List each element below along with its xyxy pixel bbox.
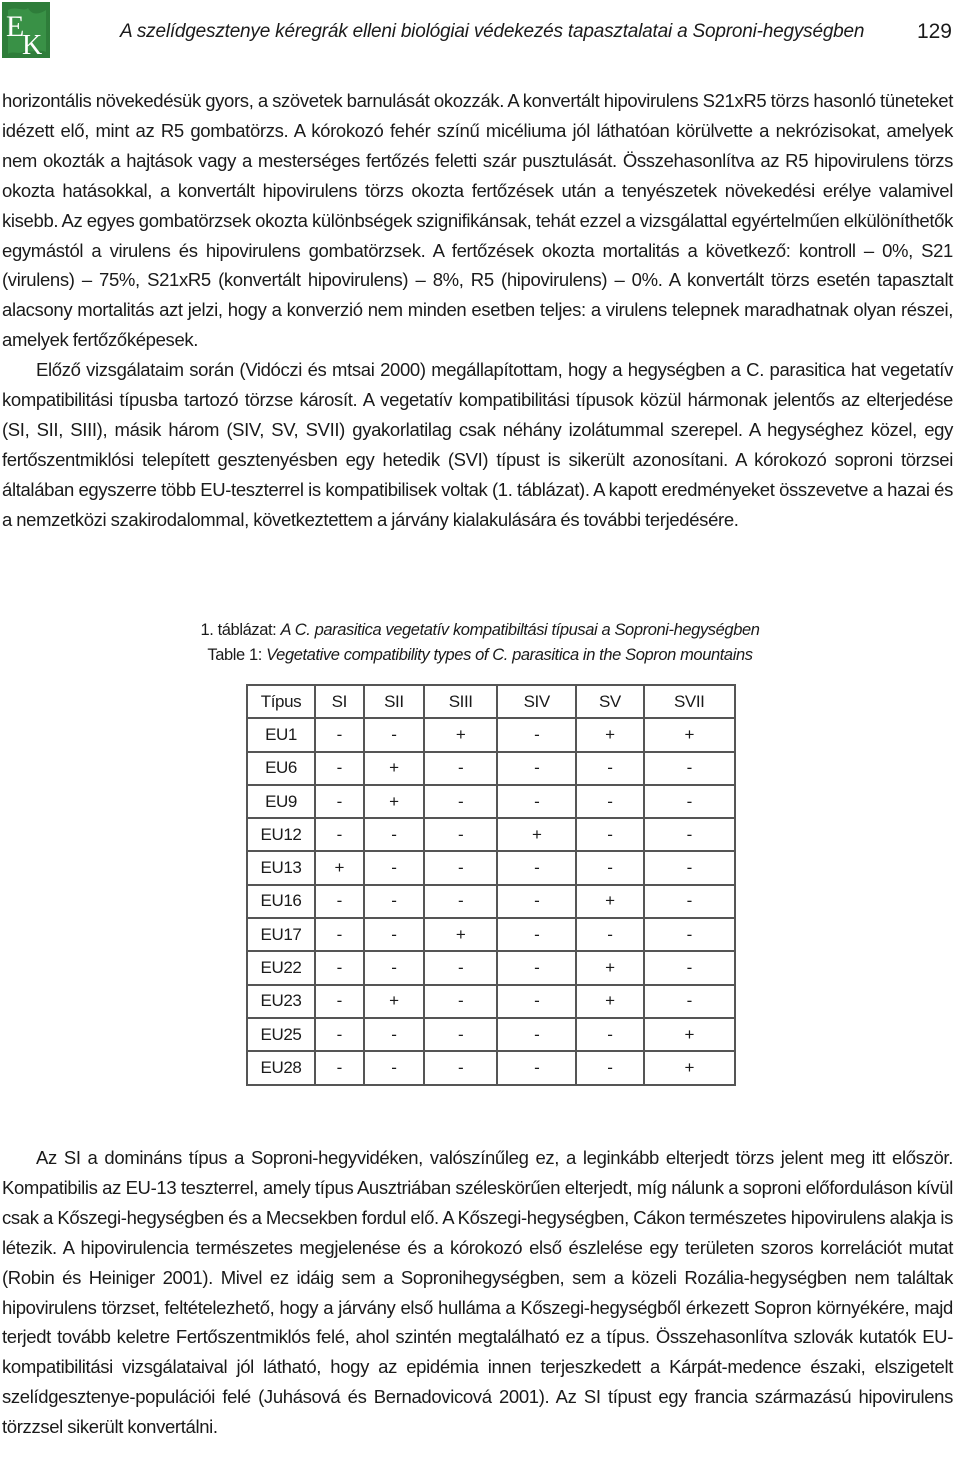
journal-logo-icon [2,2,50,58]
table-cell: + [424,918,497,951]
table-cell: - [364,818,425,851]
row-header-cell: EU22 [247,951,315,984]
caption-label: 1. táblázat: [200,621,277,639]
column-header: SI [315,685,364,718]
table-cell: - [424,851,497,884]
table-row [247,985,735,1018]
table-cell: - [576,752,643,785]
table-cell: - [424,785,497,818]
table-cell: - [644,818,735,851]
row-header-cell: EU23 [247,985,315,1018]
table-caption-english [0,646,960,665]
row-header-cell: EU17 [247,918,315,951]
row-header-cell: EU12 [247,818,315,851]
table-caption-hungarian [0,621,960,640]
table-cell: + [315,851,364,884]
running-title: A szelídgesztenye kéregrák elleni biológiai védekezés tapasztalatai a Soproni-hegységben [120,21,865,42]
table-row [247,1018,735,1051]
table-row [247,818,735,851]
table-cell: - [364,1051,425,1084]
row-header-cell: EU9 [247,785,315,818]
table-cell: - [497,851,576,884]
table-cell: - [315,1051,364,1084]
table-cell: + [644,1018,735,1051]
body-text-top [2,86,953,535]
svg-text:E: E [6,10,25,43]
table-cell: + [497,818,576,851]
table-row [247,885,735,918]
paragraph: Előző vizsgálataim során (Vidóczi és mtsai 2000) megállapítottam, hogy a hegységben a C. parasitica hat vegetatív kompatibilitási típusba tartozó törzse károsít. A vegetatív kompatibilitási típusok közül hármonak jelentős az elterjedése (SI, SII, SIII), másik három (SIV, SV, SVII) gyakorlatilag csak néhány izolátummal szerepel. A hegységhez közel, egy fertőszentmiklósi telepített gesztenyésben egy hetedik (SVI) típust is sikerült azonosítani. A kórokozó soproni törzsei általában egyszerre több EU-teszterrel is kompatibilisek voltak (1. táblázat). A kapott eredményeket összevetve a hazai és a nemzetközi szakirodalommal, következtettem a járvány kialakulására és további terjedésére. [2,359,953,530]
table-cell: - [497,985,576,1018]
table-row [247,851,735,884]
table-row [247,951,735,984]
table-cell: - [644,951,735,984]
paragraph: Az SI a domináns típus a Soproni-hegyvidéken, valószínűleg ez, a leginkább elterjedt törzs jelent meg itt először. Kompatibilis az EU-13 teszterrel, amely típus Ausztriában széleskörűen elterjedt, míg nálunk a soproni előforduláson kívül csak a Kőszegi-hegységben és a Mecsekben fordul elő. A Kőszegi-hegységben, Cákon természetes hipovirulens alakja is létezik. A hipovirulencia természetes megjelenése és a kórokozó első észlelése egy területen szoros korrelációt mutat (Robin és Heiniger 2001). Mivel ez idáig sem a Sopronihegységben, sem a közeli Rozália-hegységben nem találtak hipovirulens törzset, feltételezhető, hogy a járvány első hulláma a Kőszegi-hegységből érkezett Sopron környékére, majd terjedt tovább keletre Fertőszentmiklós felé, ahol szintén megtalálható ez a típus. Összehasonlítva szlovák kutatók EU-kompatibilitási vizsgálataival jól látható, hogy az epidémia innen terjeszkedett a Kárpát-medence északi, elszigetelt szelídgesztenye-populációi felé (Juhásová és Bernadovicová 2001). Az SI típust egy francia származású hipovirulens törzzsel sikerült konvertálni. [2,1147,953,1438]
caption-title: A C. parasitica vegetatív kompatibiltási típusai a Soproni-hegységben [280,621,760,639]
table-cell: + [364,785,425,818]
paragraph: horizontális növekedésük gyors, a szövetek barnulását okozzák. A konvertált hipovirulens S21xR5 törzs hasonló tüneteket idézett elő, mint az R5 gombatörzs. A kórokozó fehér színű micéliuma jól láthatóan körülvette a nekrózisokat, amelyek nem okozták a hajtások vagy a mesterséges fertőzés feletti szár pusztulását. Összehasonlítva az R5 hipovirulens törzs okozta hatásokkal, a konvertált hipovirulens törzs okozta fertőzések után a tenyészetek növekedési erélye valamivel kisebb. Az egyes gombatörzsek okozta különbségek szignifikánsak, tehát ezzel a vizsgálattal egyértelműen elkülöníthetők egymástól a virulens és hipovirulens gombatörzsek. A fertőzések okozta mortalitás a következő: kontroll – 0%, S21 (virulens) – 75%, S21xR5 (konvertált hipovirulens) – 8%, R5 (hipovirulens) – 0%. A konvertált törzs esetén tapasztalt alacsony mortalitás azt jelzi, hogy a konverzió nem minden esetben teljes: a virulens telepnek maradhatnak olyan részei, amelyek fertőzőképesek. [2,90,953,351]
table-cell: + [424,718,497,751]
table-cell: - [424,951,497,984]
column-header: SIV [497,685,576,718]
table-cell: - [315,818,364,851]
table-cell: - [364,1018,425,1051]
table-cell: - [315,918,364,951]
table-header-row [247,685,735,718]
row-header-cell: EU1 [247,718,315,751]
table-cell: - [497,785,576,818]
table-cell: - [497,752,576,785]
table-cell: - [576,1018,643,1051]
table-cell: - [576,918,643,951]
column-header: SVII [644,685,735,718]
table-row [247,1051,735,1084]
table-cell: - [424,752,497,785]
table-cell: + [576,885,643,918]
table-cell: + [576,985,643,1018]
column-header: SIII [424,685,497,718]
table-cell: - [424,885,497,918]
table-cell: - [644,918,735,951]
table-cell: - [315,885,364,918]
table-cell: - [497,1018,576,1051]
table-cell: - [497,718,576,751]
table-row [247,918,735,951]
table-cell: - [576,785,643,818]
table-cell: + [364,752,425,785]
column-header: SV [576,685,643,718]
table-cell: - [576,1051,643,1084]
table-cell: - [644,785,735,818]
table-cell: - [364,851,425,884]
table-cell: - [364,918,425,951]
table-cell: - [576,851,643,884]
table-cell: - [424,818,497,851]
table-cell: - [315,985,364,1018]
table-cell: - [576,818,643,851]
row-header-cell: EU16 [247,885,315,918]
svg-text:K: K [22,30,43,58]
compatibility-table [246,684,736,1086]
table-cell: - [424,1018,497,1051]
table-cell: - [315,718,364,751]
caption-title: Vegetative compatibility types of C. parasitica in the Sopron mountains [266,646,753,664]
table-row [247,785,735,818]
table-cell: - [644,851,735,884]
table-cell: + [644,1051,735,1084]
page-header [0,0,960,66]
table-cell: - [315,752,364,785]
row-header-cell: EU28 [247,1051,315,1084]
table-cell: - [644,885,735,918]
table-cell: + [576,951,643,984]
table-row [247,752,735,785]
row-header-cell: EU13 [247,851,315,884]
caption-label: Table 1: [207,646,262,664]
body-text-bottom [2,1143,953,1442]
row-header-cell: EU25 [247,1018,315,1051]
table-cell: + [644,718,735,751]
table-cell: - [497,1051,576,1084]
column-header: SII [364,685,425,718]
table-cell: - [364,951,425,984]
table-cell: - [497,951,576,984]
table-cell: - [315,951,364,984]
column-header: Típus [247,685,315,718]
table-cell: - [497,885,576,918]
table-cell: - [424,1051,497,1084]
table-cell: - [364,718,425,751]
page-number: 129 [916,20,952,43]
row-header-cell: EU6 [247,752,315,785]
table-row [247,718,735,751]
table-cell: - [644,752,735,785]
table-cell: + [576,718,643,751]
table-cell: - [315,1018,364,1051]
table-cell: - [644,985,735,1018]
table-cell: - [315,785,364,818]
table-cell: - [424,985,497,1018]
table-cell: - [497,918,576,951]
table-cell: + [364,985,425,1018]
table-cell: - [364,885,425,918]
table-body [247,718,735,1084]
